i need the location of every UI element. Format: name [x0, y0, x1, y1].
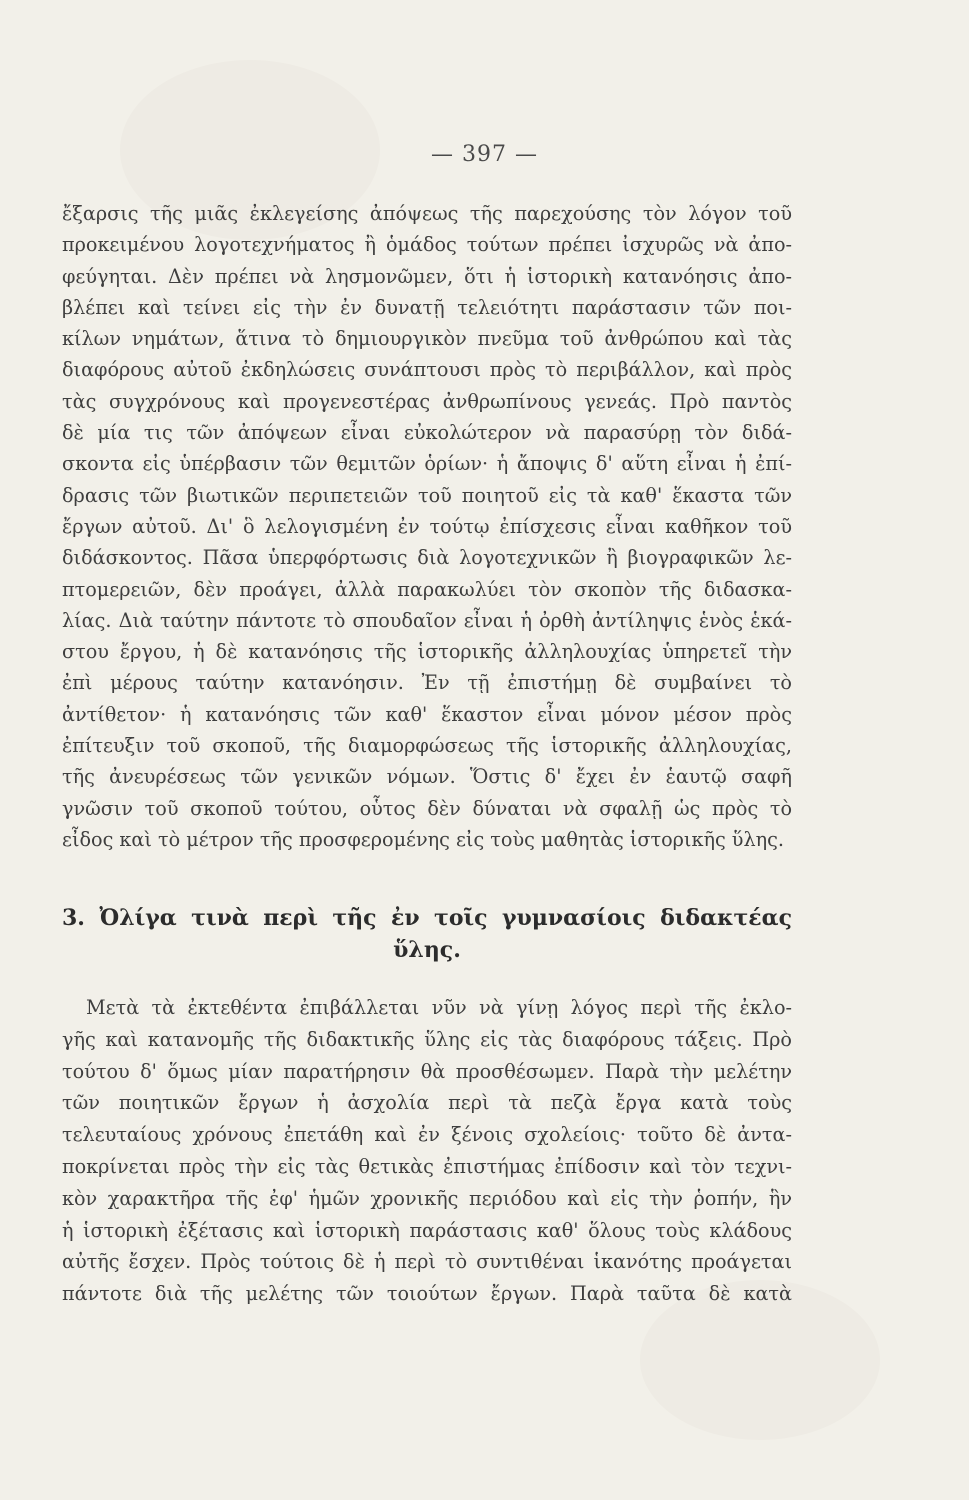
text-line: ἔργων αὐτοῦ. Δι' ὃ λελογισμένη ἐν τούτῳ ἐπίσχεσις εἶναι καθῆκον τοῦ: [62, 514, 792, 538]
text-line: πτομερειῶν, δὲν προάγει, ἀλλὰ παρακωλύει τὸν σκοπὸν τῆς διδασκα-: [62, 577, 792, 601]
text-line: λίας. Διὰ ταύτην πάντοτε τὸ σπουδαῖον εἶναι ἡ ὀρθὴ ἀντίληψις ἑνὸς ἑκά-: [62, 608, 792, 632]
text-line: εἶδος καὶ τὸ μέτρον τῆς προσφερομένης εἰς τοὺς μαθητὰς ἱστορικῆς ὕλης.: [62, 827, 784, 851]
text-line: ἐπίτευξιν τοῦ σκοποῦ, τῆς διαμορφώσεως τῆς ἱστορικῆς ἀλληλουχίας,: [62, 734, 792, 758]
text-line: φεύγηται. Δὲν πρέπει νὰ λησμονῶμεν, ὅτι ἡ ἱστορικὴ κατανόησις ἀπο-: [62, 264, 792, 288]
text-line: ἔξαρσις τῆς μιᾶς ἐκλεγείσης ἀπόψεως τῆς παρεχούσης τὸν λόγον τοῦ: [62, 202, 792, 225]
page-number: — 397 —: [431, 142, 538, 167]
text-line: γῆς καὶ κατανομῆς τῆς διδακτικῆς ὕλης εἰς τὰς διαφόρους τάξεις. Πρὸ: [62, 1027, 792, 1051]
section-heading: [62, 902, 792, 966]
text-line: ποκρίνεται πρὸς τὴν εἰς τὰς θετικὰς ἐπιστήμας ἐπίδοσιν καὶ τὸν τεχνι-: [62, 1154, 792, 1178]
text-line: ἡ ἱστορικὴ ἐξέτασις καὶ ἱστορικὴ παράστασις καθ' ὅλους τοὺς κλάδους: [62, 1218, 792, 1242]
text-line: προκειμένου λογοτεχνήματος ἢ ὁμάδος τούτων πρέπει ἰσχυρῶς νὰ ἀπο-: [62, 233, 792, 257]
text-line: σκοντα εἰς ὑπέρβασιν τῶν θεμιτῶν ὁρίων· ἡ ἄποψις δ' αὕτη εἶναι ἡ ἐπί-: [62, 452, 792, 476]
text-line: δρασις τῶν βιωτικῶν περιπετειῶν τοῦ ποιητοῦ εἰς τὰ καθ' ἕκαστα τῶν: [62, 483, 792, 507]
paragraph-1: [62, 198, 792, 855]
text-line: δὲ μία τις τῶν ἀπόψεων εἶναι εὐκολώτερον νὰ παρασύρῃ τὸν διδά-: [62, 421, 792, 445]
text-line: ἀντίθετον· ἡ κατανόησις τῶν καθ' ἕκαστον εἶναι μόνον μέσον πρὸς: [62, 702, 792, 726]
paragraph-2: [62, 992, 792, 1310]
text-line: αὐτῆς ἔσχεν. Πρὸς τούτοις δὲ ἡ περὶ τὸ συντιθέναι ἱκανότης προάγεται: [62, 1250, 792, 1274]
text-line: τούτου δ' ὅμως μίαν παρατήρησιν θὰ προσθέσωμεν. Παρὰ τὴν μελέτην: [62, 1059, 792, 1083]
text-line: τὰς συγχρόνους καὶ προγενεστέρας ἀνθρωπίνους γενεάς. Πρὸ παντὸς: [62, 389, 792, 413]
text-line: διαφόρους αὐτοῦ ἐκδηλώσεις συνάπτουσι πρὸς τὸ περιβάλλον, καὶ πρὸς: [62, 358, 792, 382]
text-line: τελευταίους χρόνους ἐπετάθη καὶ ἐν ξένοις σχολείοις· τοῦτο δὲ ἀντα-: [62, 1123, 792, 1147]
text-line: ἐπὶ μέρους ταύτην κατανόησιν. Ἐν τῇ ἐπιστήμῃ δὲ συμβαίνει τὸ: [62, 671, 792, 695]
section-heading-line: 3. Ὀλίγα τινὰ περὶ τῆς ἐν τοῖς γυμνασίοις διδακτέας: [62, 905, 792, 931]
text-line: Μετὰ τὰ ἐκτεθέντα ἐπιβάλλεται νῦν νὰ γίνῃ λόγος περὶ τῆς ἐκλο-: [86, 996, 792, 1019]
text-line: στου ἔργου, ἡ δὲ κατανόησις τῆς ἱστορικῆς ἀλληλουχίας ὑπηρετεῖ τὴν: [62, 640, 792, 664]
section-heading-line: ὕλης.: [393, 937, 461, 963]
text-line: τῆς ἀνευρέσεως τῶν γενικῶν νόμων. Ὅστις δ' ἔχει ἐν ἑαυτῷ σαφῆ: [62, 765, 792, 789]
text-line: γνῶσιν τοῦ σκοποῦ τούτου, οὗτος δὲν δύναται νὰ σφαλῇ ὡς πρὸς τὸ: [62, 796, 792, 820]
text-line: τῶν ποιητικῶν ἔργων ἡ ἀσχολία περὶ τὰ πεζὰ ἔργα κατὰ τοὺς: [62, 1091, 792, 1115]
text-line: κίλων νημάτων, ἅτινα τὸ δημιουργικὸν πνεῦμα τοῦ ἀνθρώπου καὶ τὰς: [62, 327, 792, 351]
text-line: κὸν χαρακτῆρα τῆς ἐφ' ἡμῶν χρονικῆς περιόδου καὶ εἰς τὴν ῥοπήν, ἣν: [62, 1186, 792, 1210]
text-line: βλέπει καὶ τείνει εἰς τὴν ἐν δυνατῇ τελειότητι παράστασιν τῶν ποι-: [62, 295, 792, 319]
text-line: διδάσκοντος. Πᾶσα ὑπερφόρτωσις διὰ λογοτεχνικῶν ἢ βιογραφικῶν λε-: [62, 546, 792, 570]
text-line: πάντοτε διὰ τῆς μελέτης τῶν τοιούτων ἔργων. Παρὰ ταῦτα δὲ κατὰ: [62, 1282, 792, 1306]
